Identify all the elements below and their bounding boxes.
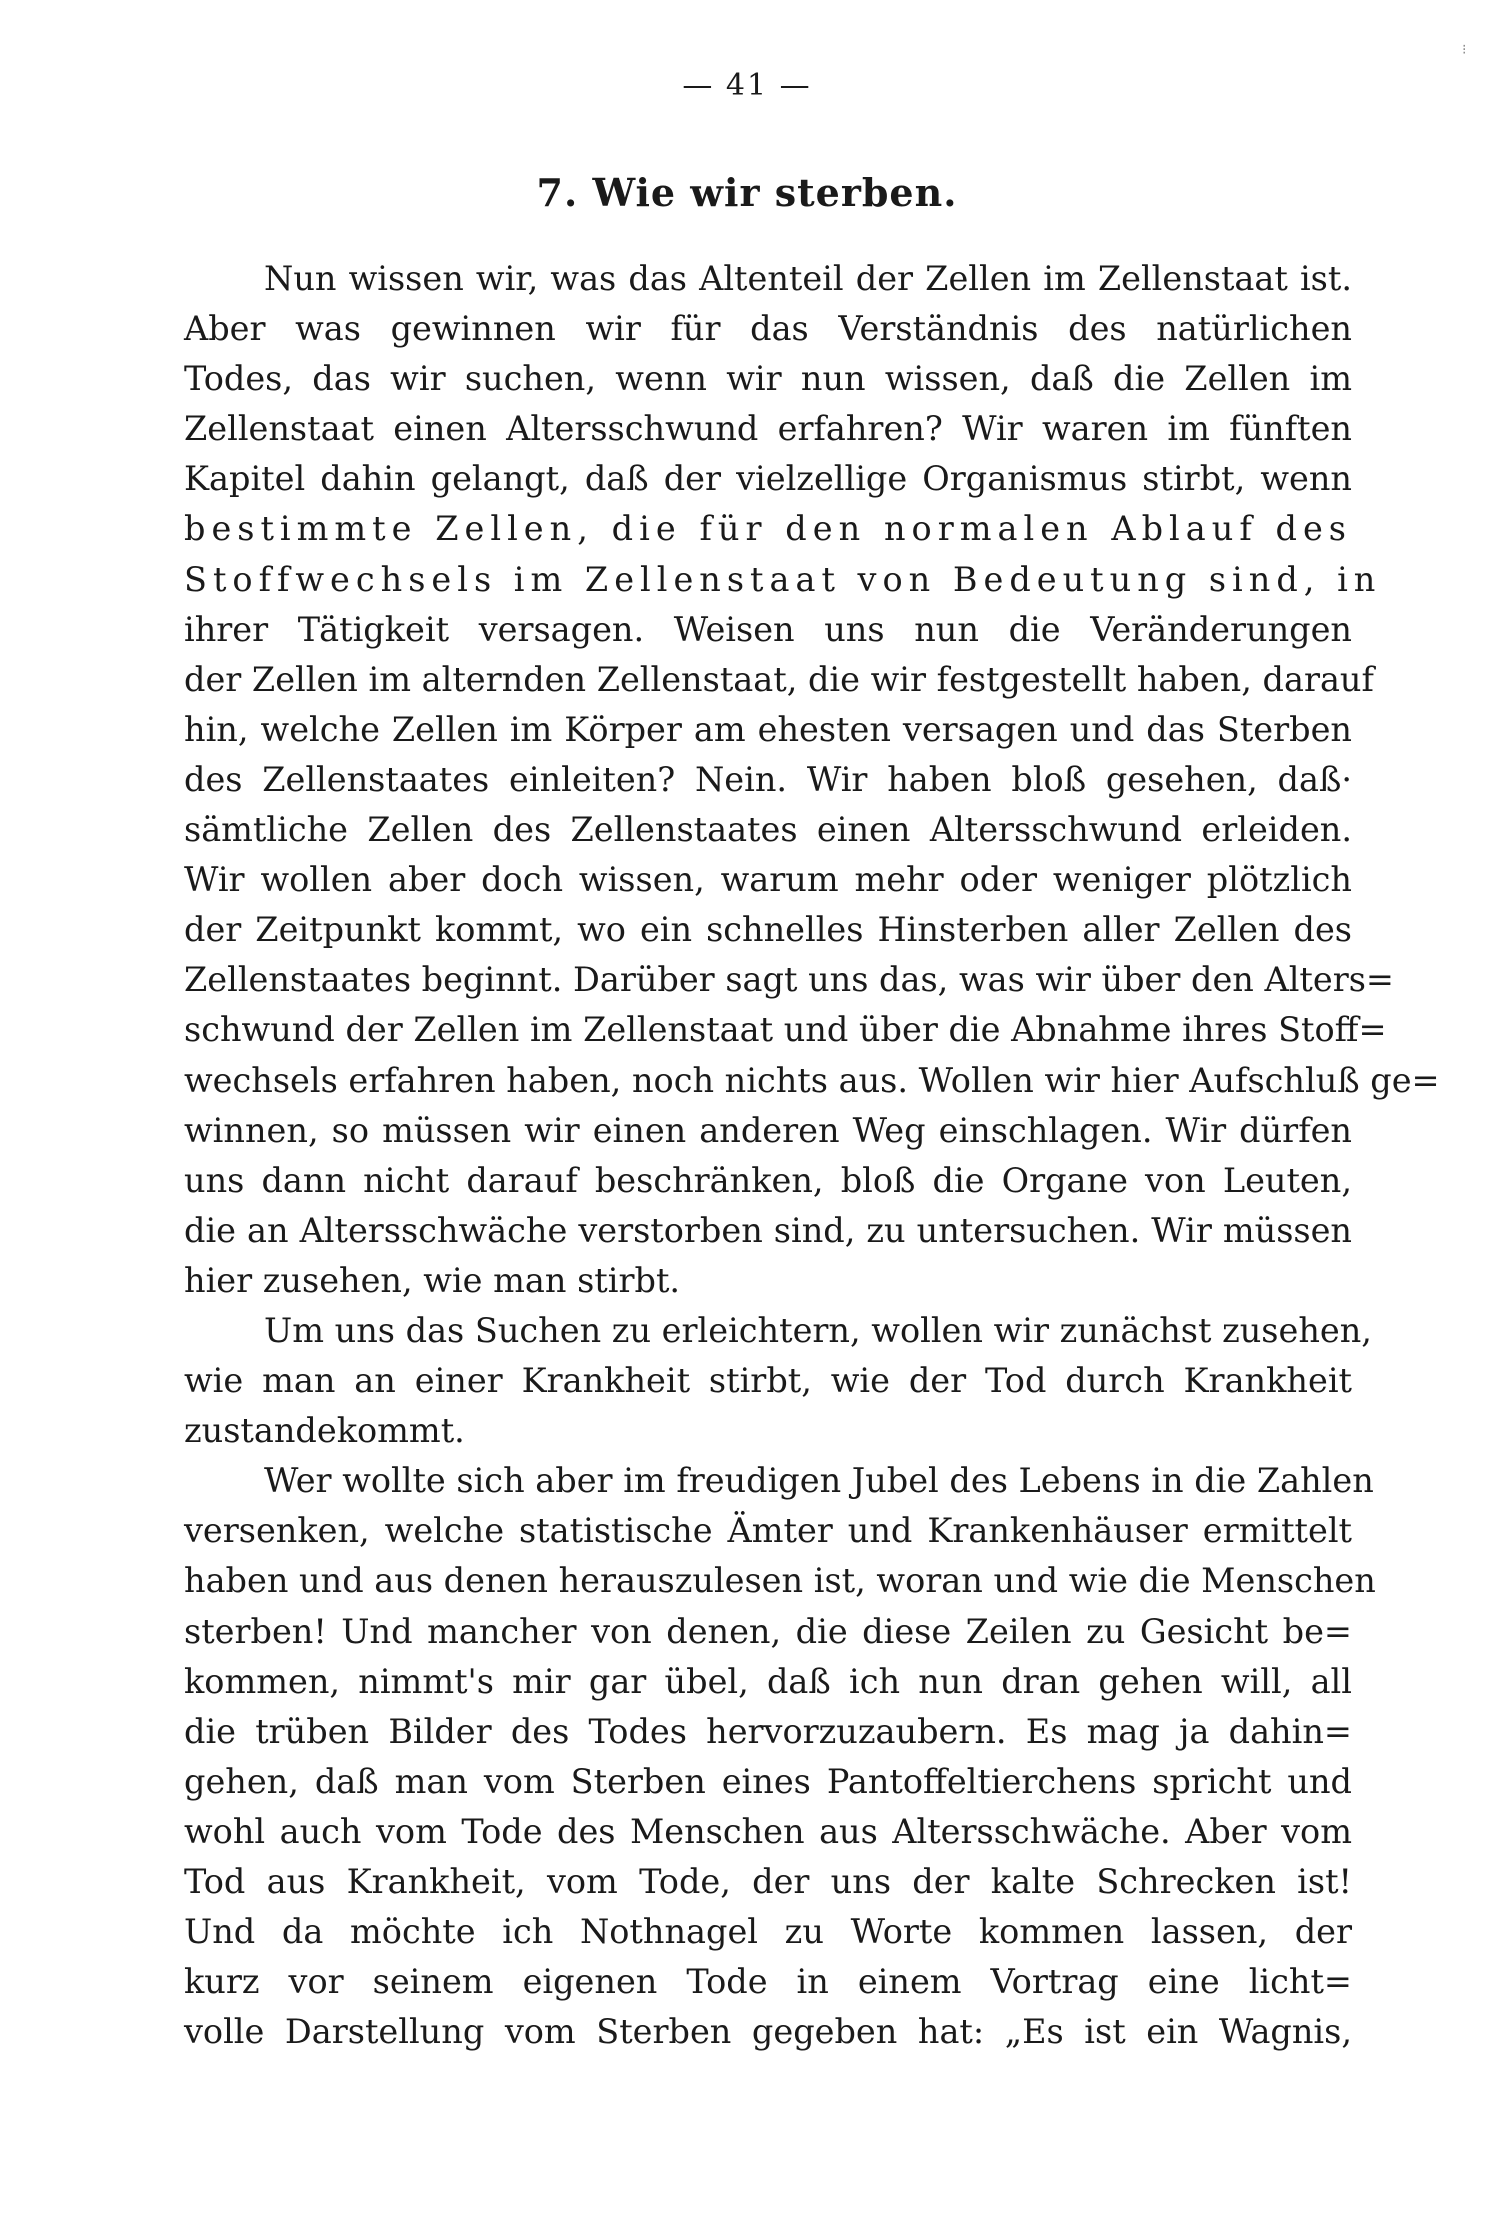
text-line: winnen, so müssen wir einen anderen Weg einschlagen. Wir dürfen	[184, 1110, 1352, 1150]
text-line: versenken, welche statistische Ämter und Krankenhäuser ermittelt	[184, 1511, 1352, 1551]
text-line: kommen, nimmt's mir gar übel, daß ich nun dran gehen will, all	[184, 1661, 1352, 1701]
page-number: — 41 —	[682, 68, 812, 103]
text-line: wohl auch vom Tode des Menschen aus Altersschwäche. Aber vom	[184, 1811, 1352, 1851]
text-line: Um uns das Suchen zu erleichtern, wollen wir zunächst zusehen,	[264, 1310, 1372, 1350]
text-line: sterben! Und mancher von denen, die diese Zeilen zu Gesicht be=	[184, 1611, 1352, 1651]
text-line: hier zusehen, wie man stirbt.	[184, 1260, 681, 1300]
text-line: Zellenstaat einen Altersschwund erfahren? Wir waren im fünften	[184, 409, 1352, 449]
text-line: haben und aus denen herauszulesen ist, woran und wie die Menschen	[184, 1561, 1376, 1601]
text-line: kurz vor seinem eigenen Tode in einem Vortrag eine licht=	[184, 1962, 1352, 2002]
text-line: des Zellenstaates einleiten? Nein. Wir haben bloß gesehen, daß·	[184, 759, 1352, 799]
text-line: gehen, daß man vom Sterben eines Pantoffeltierchens spricht und	[184, 1761, 1352, 1801]
text-line: Und da möchte ich Nothnagel zu Worte kommen lassen, der	[184, 1912, 1352, 1952]
text-line: schwund der Zellen im Zellenstaat und über die Abnahme ihres Stoff=	[184, 1010, 1387, 1050]
text-line: wie man an einer Krankheit stirbt, wie der Tod durch Krankheit	[184, 1361, 1352, 1401]
text-line: Todes, das wir suchen, wenn wir nun wissen, daß die Zellen im	[184, 359, 1352, 399]
text-line: Wir wollen aber doch wissen, warum mehr oder weniger plötzlich	[184, 860, 1352, 900]
text-line: die an Altersschwäche verstorben sind, zu untersuchen. Wir müssen	[184, 1210, 1352, 1250]
text-line: Stoffwechsels im Zellenstaat von Bedeutung sind, in	[184, 559, 1382, 599]
text-line: Nun wissen wir, was das Altenteil der Zellen im Zellenstaat ist.	[264, 259, 1352, 298]
text-line: volle Darstellung vom Sterben gegeben hat: „Es ist ein Wagnis,	[184, 2012, 1352, 2052]
text-line: bestimmte Zellen, die für den normalen Ablauf des	[184, 509, 1352, 549]
text-line: Wer wollte sich aber im freudigen Jubel des Lebens in die Zahlen	[264, 1461, 1374, 1501]
text-line: Zellenstaates beginnt. Darüber sagt uns das, was wir über den Alters=	[184, 960, 1394, 1000]
text-line: wechsels erfahren haben, noch nichts aus. Wollen wir hier Aufschluß ge=	[184, 1060, 1440, 1100]
text-line: sämtliche Zellen des Zellenstaates einen Altersschwund erleiden.	[184, 810, 1352, 850]
text-line: zustandekommt.	[184, 1411, 465, 1451]
text-line: hin, welche Zellen im Körper am ehesten versagen und das Sterben	[184, 709, 1352, 749]
text-line: der Zeitpunkt kommt, wo ein schnelles Hinsterben aller Zellen des	[184, 910, 1352, 950]
text-line: der Zellen im alternden Zellenstaat, die wir festgestellt haben, darauf	[184, 659, 1374, 699]
text-line: ihrer Tätigkeit versagen. Weisen uns nun die Veränderungen	[184, 609, 1352, 649]
chapter-title: 7. Wie wir sterben.	[536, 170, 958, 215]
text-line: Kapitel dahin gelangt, daß der vielzellige Organismus stirbt, wenn	[184, 459, 1352, 499]
text-line: Aber was gewinnen wir für das Verständnis des natürlichen	[184, 309, 1352, 349]
body-text	[184, 254, 1440, 2057]
margin-mark: ⁝	[1462, 42, 1467, 58]
text-line: die trüben Bilder des Todes hervorzuzaubern. Es mag ja dahin=	[184, 1711, 1352, 1751]
text-line: uns dann nicht darauf beschränken, bloß die Organe von Leuten,	[184, 1160, 1352, 1200]
text-line: Tod aus Krankheit, vom Tode, der uns der kalte Schrecken ist!	[184, 1862, 1352, 1901]
